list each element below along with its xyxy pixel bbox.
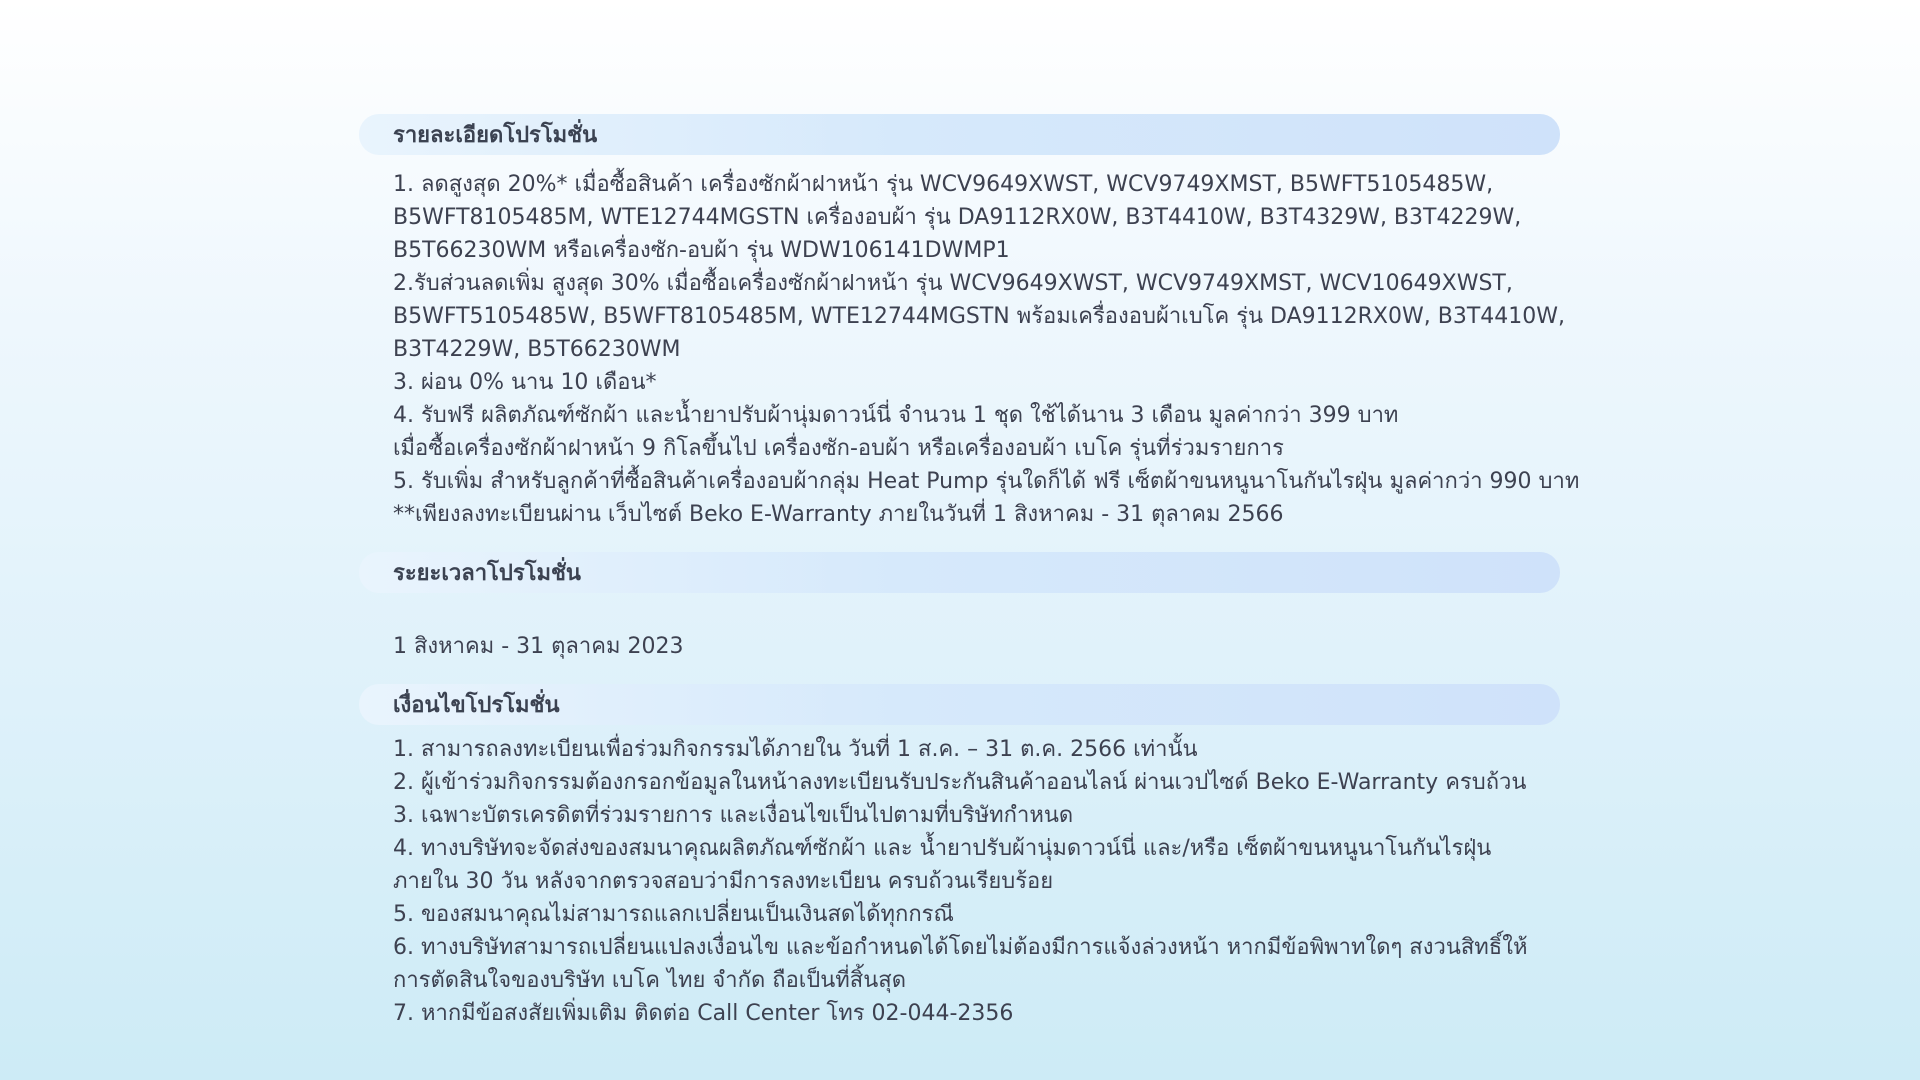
promotion-details-header	[359, 114, 1560, 155]
conditions-line: 5. ของสมนาคุณไม่สามารถแลกเปลี่ยนเป็นเงินสดได้ทุกกรณี	[393, 902, 954, 927]
details-line: B5WFT5105485W, B5WFT8105485M, WTE12744MGSTN พร้อมเครื่องอบผ้าเบโค รุ่น DA9112RX0W, B3T4410W,	[393, 304, 1565, 329]
promotion-period-text	[393, 630, 1573, 663]
promotion-details-list	[393, 168, 1580, 531]
details-line: 5. รับเพิ่ม สำหรับลูกค้าที่ซื้อสินค้าเครื่องอบผ้ากลุ่ม Heat Pump รุ่นใดก็ได้ ฟรี เซ็ตผ้าขนหนูนาโนกันไรฝุ่น มูลค่ากว่า 990 บาท	[393, 469, 1580, 494]
conditions-line: 3. เฉพาะบัตรเครดิตที่ร่วมรายการ และเงื่อนไขเป็นไปตามที่บริษัทกำหนด	[393, 803, 1074, 828]
details-line: B5T66230WM หรือเครื่องซัก-อบผ้า รุ่น WDW106141DWMP1	[393, 238, 1010, 263]
conditions-line: 6. ทางบริษัทสามารถเปลี่ยนแปลงเงื่อนไข และข้อกำหนดได้โดยไม่ต้องมีการแจ้งล่วงหน้า หากมีข้อพิพาทใดๆ สงวนสิทธิ์ให้	[393, 935, 1528, 960]
details-line: 3. ผ่อน 0% นาน 10 เดือน*	[393, 370, 657, 395]
promotion-conditions-list	[393, 733, 1573, 1030]
conditions-line: 1. สามารถลงทะเบียนเพื่อร่วมกิจกรรมได้ภายใน วันที่ 1 ส.ค. – 31 ต.ค. 2566 เท่านั้น	[393, 737, 1198, 762]
conditions-line: 2. ผู้เข้าร่วมกิจกรรมต้องกรอกข้อมูลในหน้าลงทะเบียนรับประกันสินค้าออนไลน์ ผ่านเวปไซด์ Beko E-Warranty ครบถ้วน	[393, 770, 1527, 795]
details-line: 4. รับฟรี ผลิตภัณฑ์ซักผ้า และน้ำยาปรับผ้านุ่มดาวน์นี่ จำนวน 1 ชุด ใช้ได้นาน 3 เดือน มูลค่ากว่า 399 บาท	[393, 403, 1399, 428]
promotion-period-header	[359, 552, 1560, 593]
period-line: 1 สิงหาคม - 31 ตุลาคม 2023	[393, 634, 684, 659]
promotion-details-title: รายละเอียดโปรโมชั่น	[393, 123, 598, 148]
details-line: B5WFT8105485M, WTE12744MGSTN เครื่องอบผ้า รุ่น DA9112RX0W, B3T4410W, B3T4329W, B3T4229W,	[393, 205, 1522, 230]
details-line: **เพียงลงทะเบียนผ่าน เว็บไซต์ Beko E-Warranty ภายในวันที่ 1 สิงหาคม - 31 ตุลาคม 2566	[393, 502, 1284, 527]
promotion-conditions-title: เงื่อนไขโปรโมชั่น	[393, 693, 560, 718]
conditions-line: 4. ทางบริษัทจะจัดส่งของสมนาคุณผลิตภัณฑ์ซักผ้า และ น้ำยาปรับผ้านุ่มดาวน์นี่ และ/หรือ เซ็ตผ้าขนหนูนาโนกันไรฝุ่น	[393, 836, 1492, 861]
details-line: 2.รับส่วนลดเพิ่ม สูงสุด 30% เมื่อซื้อเครื่องซักผ้าฝาหน้า รุ่น WCV9649XWST, WCV9749XMST, WCV10649XWST,	[393, 271, 1513, 296]
conditions-line: 7. หากมีข้อสงสัยเพิ่มเติม ติดต่อ Call Center โทร 02-044-2356	[393, 1001, 1014, 1026]
details-line: เมื่อซื้อเครื่องซักผ้าฝาหน้า 9 กิโลขึ้นไป เครื่องซัก-อบผ้า หรือเครื่องอบผ้า เบโค รุ่นที่ร่วมรายการ	[393, 436, 1284, 461]
promotion-conditions-header	[359, 684, 1560, 725]
details-line: 1. ลดสูงสุด 20%* เมื่อซื้อสินค้า เครื่องซักผ้าฝาหน้า รุ่น WCV9649XWST, WCV9749XMST, B5WFT5105485W,	[393, 172, 1494, 197]
promotion-period-title: ระยะเวลาโปรโมชั่น	[393, 561, 581, 586]
details-line: B3T4229W, B5T66230WM	[393, 337, 681, 362]
conditions-line: ภายใน 30 วัน หลังจากตรวจสอบว่ามีการลงทะเบียน ครบถ้วนเรียบร้อย	[393, 869, 1054, 894]
conditions-line: การตัดสินใจของบริษัท เบโค ไทย จำกัด ถือเป็นที่สิ้นสุด	[393, 968, 906, 993]
